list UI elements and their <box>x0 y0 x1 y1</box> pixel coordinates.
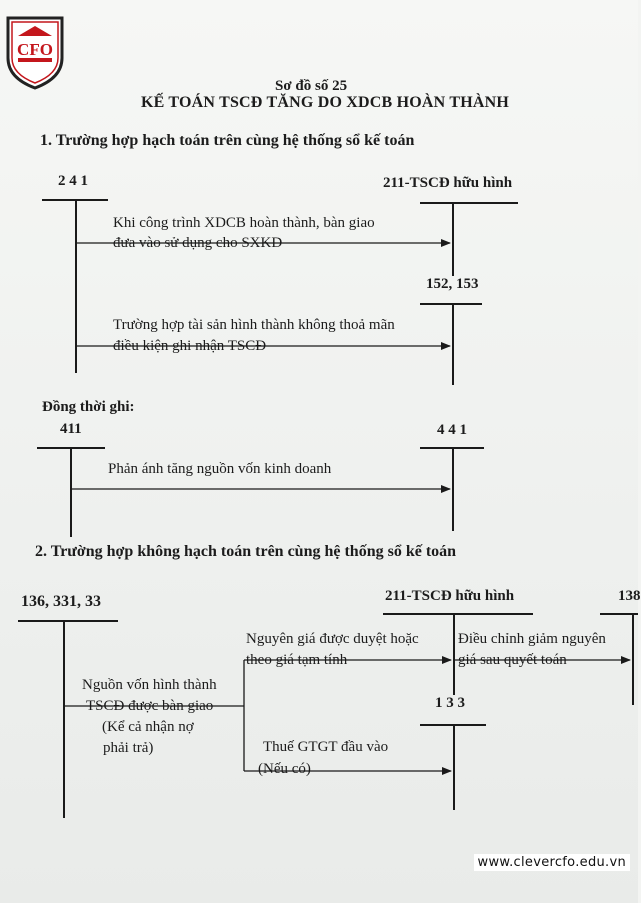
account-211b-label: 211-TSCĐ hữu hình <box>385 588 515 604</box>
source-label-line4: phải trả) <box>103 740 154 756</box>
account-411-label: 411 <box>60 421 82 437</box>
arrow2-label-line1: Trường hợp tài sản hình thành không thoả mãn <box>113 317 395 333</box>
arrow3-label: Phản ánh tăng nguồn vốn kinh doanh <box>108 461 332 477</box>
account-138-label: 138 <box>618 588 641 604</box>
account-133-label: 1 3 3 <box>435 695 465 711</box>
concurrent-entry-label: Đồng thời ghi: <box>42 399 135 415</box>
arrow-a-label-line2: theo giá tạm tính <box>246 652 348 668</box>
account-136-331-label: 136, 331, 33 <box>21 593 101 610</box>
page-title: KẾ TOÁN TSCĐ TĂNG DO XDCB HOÀN THÀNH <box>141 94 510 111</box>
source-label-line1: Nguồn vốn hình thành <box>82 677 217 693</box>
arrow-c-label-line1: Thuế GTGT đầu vào <box>263 739 389 755</box>
arrow2-label-line2: điều kiện ghi nhận TSCĐ <box>113 338 267 354</box>
watermark: www.clevercfo.edu.vn <box>474 854 630 871</box>
diagram-number: Sơ đồ số 25 <box>275 78 348 94</box>
source-label-line2: TSCĐ được bàn giao <box>86 698 214 714</box>
arrow-a-label-line1: Nguyên giá được duyệt hoặc <box>246 631 419 647</box>
logo-text: CFO <box>17 40 53 59</box>
section2-heading: 2. Trường hợp không hạch toán trên cùng hệ thống sổ kế toán <box>35 543 457 560</box>
source-label-line3: (Kể cả nhận nợ <box>102 719 194 735</box>
arrow1-label-line2: đưa vào sử dụng cho SXKD <box>113 235 283 251</box>
arrow1-label-line1: Khi công trình XDCB hoàn thành, bàn giao <box>113 215 375 231</box>
arrow-c-label-line2: (Nếu có) <box>258 761 311 777</box>
section1-heading: 1. Trường hợp hạch toán trên cùng hệ thống sổ kế toán <box>40 132 415 149</box>
account-152-153-label: 152, 153 <box>426 276 479 292</box>
account-441-label: 4 4 1 <box>437 422 467 438</box>
account-211-label: 211-TSCĐ hữu hình <box>383 175 513 191</box>
account-241-label: 2 4 1 <box>58 173 88 189</box>
arrow-b-label-line2: giá sau quyết toán <box>458 652 567 668</box>
arrow-b-label-line1: Điều chỉnh giảm nguyên <box>458 631 606 647</box>
